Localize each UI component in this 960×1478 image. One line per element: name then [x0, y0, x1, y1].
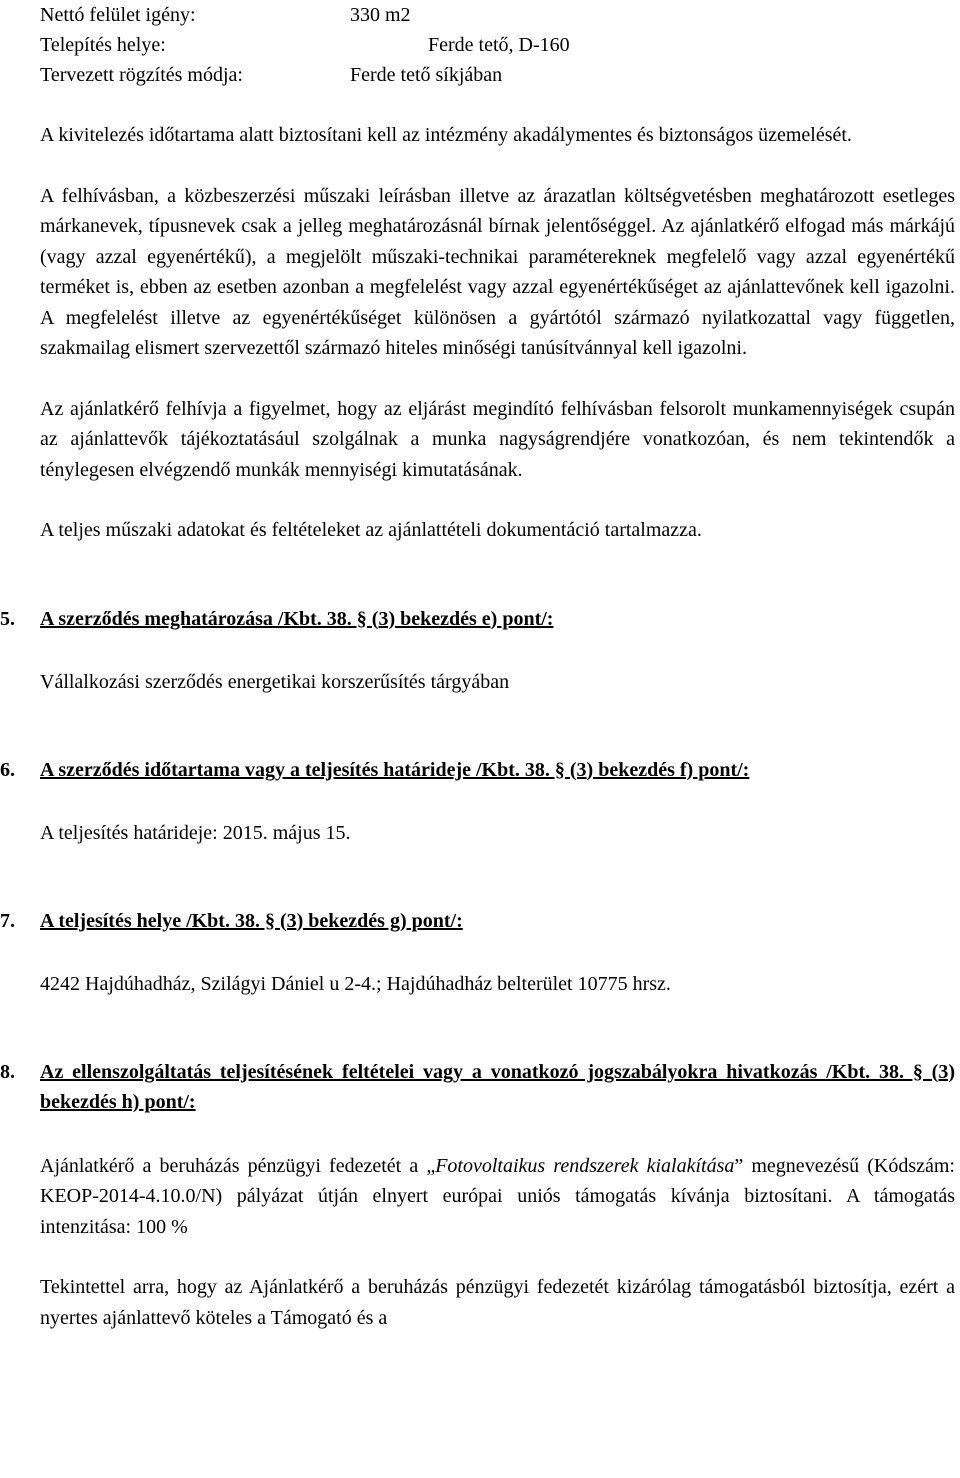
paragraph-documentation: A teljes műszaki adatokat és feltételeket az ajánlattételi dokumentáció tartalmazza.: [40, 519, 702, 541]
section-number: 8.: [0, 1060, 15, 1083]
spec-value: 330 m2: [350, 4, 411, 26]
paragraph-operation: A kivitelezés időtartama alatt biztosítani kell az intézmény akadálymentes és biztonságos üzemelését.: [40, 124, 852, 146]
section-title: A teljesítés helye /Kbt. 38. § (3) bekezdés g) pont/:: [40, 909, 463, 932]
section-7-heading: [0, 906, 955, 937]
spec-label: Telepítés helye:: [40, 34, 166, 56]
spec-label: Tervezett rögzítés módja:: [40, 64, 243, 86]
spec-row-mounting: [40, 60, 955, 90]
section-number: 5.: [0, 607, 15, 630]
section-8-body-2: Tekintettel arra, hogy az Ajánlatkérő a beruházás pénzügyi fedezetét kizárólag támogatásból biztosítja, ezért a nyertes ajánlattevő köteles a Támogató és a: [40, 1276, 955, 1329]
section-8-body: [40, 1151, 955, 1243]
paragraph-brands: A felhívásban, a közbeszerzési műszaki leírásban illetve az árazatlan költségvetésben meghatározott esetleges márkanevek, típusnevek csak a jelleg meghatározásnál bírnak jelentőséggel. Az ajánlatkérő elfogad más márkájú (vagy azzal egyenértékű), a megjelölt műszaki-technikai paramétereknek megfelelő vagy azzal egyenértékű terméket is, ebben az esetben azonban a megfelelést vagy azzal egyenértékűséget az ajánlattevőnek kell igazolni. A megfelelést illetve az egyenértékűséget különösen a gyártótól származó nyilatkozattal vagy független, szakmailag elismert szervezettől származó hiteles minőségi tanúsítvánnyal kell igazolni.: [40, 184, 955, 359]
section-number: 6.: [0, 758, 15, 781]
section-title: Az ellenszolgáltatás teljesítésének feltételei vagy a vonatkozó jogszabályokra hivatkozás /Kbt. 38. § (3) bekezdés h) pont/:: [40, 1060, 955, 1113]
spec-label: Nettó felület igény:: [40, 4, 196, 26]
section-5-body: Vállalkozási szerződés energetikai korszerűsítés tárgyában: [40, 671, 510, 693]
spec-value: Ferde tető, D-160: [428, 34, 570, 56]
spec-row-area: [40, 0, 955, 30]
section-5-heading: [0, 604, 955, 635]
section-8-heading: [0, 1057, 955, 1118]
section-6-body: A teljesítés határideje: 2015. május 15.: [40, 822, 351, 844]
section-7-body: 4242 Hajdúhadház, Szilágyi Dániel u 2-4.; Hajdúhadház belterület 10775 hrsz.: [40, 973, 671, 995]
section-8-body-post: ” megnevezésű (Kódszám: KEOP-2014-4.10.0/N) pályázat útján elnyert európai uniós támogatás kívánja biztosítani. A támogatás intenzitása: 100 %: [40, 1154, 955, 1238]
spec-value: Ferde tető síkjában: [350, 64, 503, 86]
paragraph-quantities: Az ajánlatkérő felhívja a figyelmet, hogy az eljárást megindító felhívásban felsorolt munkamennyiségek csupán az ajánlattevők tájékoztatásául szolgálnak a munka nagyságrendjére vonatkozóan, és nem tekintendők a ténylegesen elvégzendő munkák mennyiségi kimutatásának.: [40, 397, 955, 481]
section-title: A szerződés meghatározása /Kbt. 38. § (3) bekezdés e) pont/:: [40, 607, 554, 630]
spec-row-location: [40, 30, 955, 60]
project-name: Fotovoltaikus rendszerek kialakítása: [435, 1154, 735, 1177]
section-title: A szerződés időtartama vagy a teljesítés határideje /Kbt. 38. § (3) bekezdés f) pont/:: [40, 758, 750, 781]
section-number: 7.: [0, 909, 15, 932]
section-6-heading: [0, 755, 955, 786]
section-8-body-pre: Ajánlatkérő a beruházás pénzügyi fedezetét a „: [40, 1154, 436, 1177]
